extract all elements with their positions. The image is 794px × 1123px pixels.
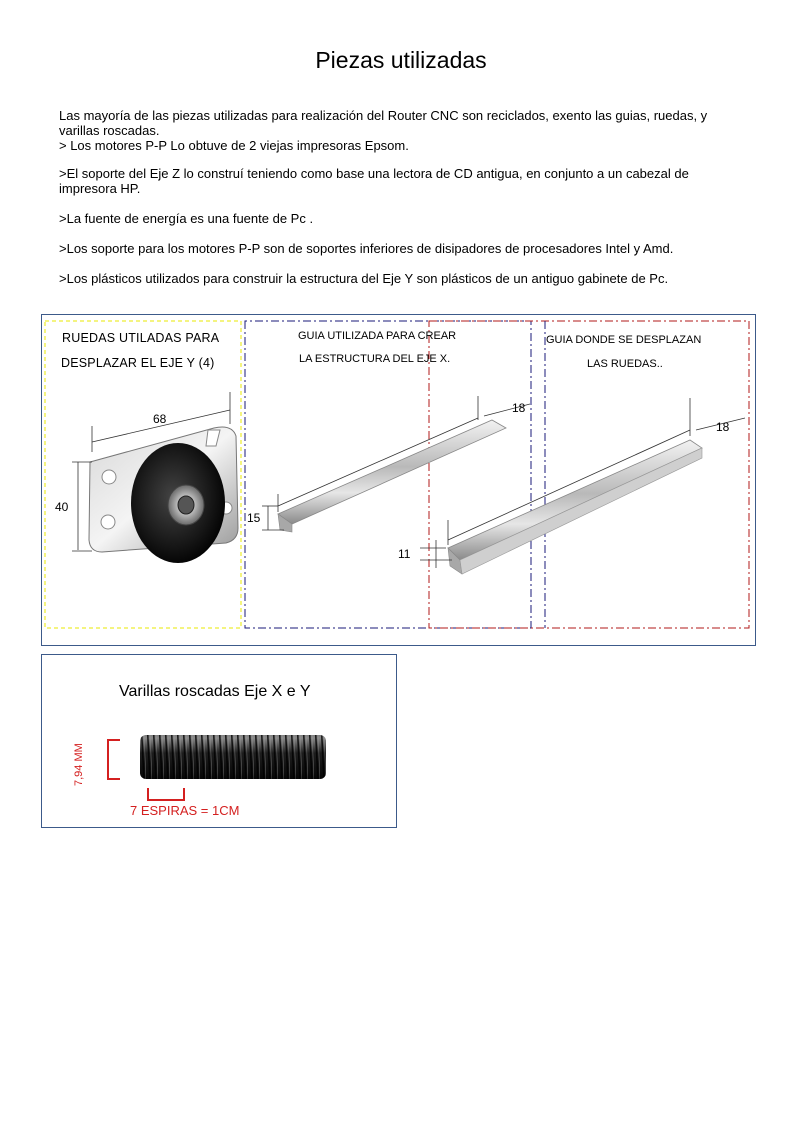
- intro-text: Las mayoría de las piezas utilizadas para realización del Router CNC son reciclados, exento las guias, ruedas, y varillas roscadas.: [59, 108, 708, 138]
- threaded-rods-title: Varillas roscadas Eje X e Y: [119, 683, 311, 700]
- wheel-height-dimension: 40: [55, 500, 69, 514]
- paragraph-power-supply: >La fuente de energía es una fuente de Pc .: [59, 211, 314, 226]
- paragraph-z-axis: >El soporte del Eje Z lo construí teniendo como base una lectora de CD antigua, en conjunto a un cabezal de impresora HP.: [59, 166, 689, 196]
- guide-wheels-label-line1: GUIA DONDE SE DESPLAZAN: [546, 334, 702, 346]
- wheels-label-line2: DESPLAZAR EL EJE Y (4): [61, 356, 215, 370]
- guide-x-label-line1: GUIA UTILIZADA PARA CREAR: [298, 330, 457, 342]
- guide-x-label-line2: LA ESTRUCTURA DEL EJE X.: [299, 353, 451, 365]
- guide-wheels-height-dimension: 11: [398, 547, 411, 561]
- guide-x-height-dimension: 15: [247, 511, 261, 525]
- guide-x-width-dimension: 18: [512, 401, 526, 415]
- guide-wheels-width-dimension: 18: [716, 420, 730, 434]
- rod-pitch-label: 7 ESPIRAS = 1CM: [130, 803, 240, 818]
- page-title: Piezas utilizadas: [315, 47, 487, 73]
- paragraph-motor-mounts: >Los soporte para los motores P-P son de soportes inferiores de disipadores de procesadores Intel y Amd.: [59, 241, 674, 256]
- guide-wheels-label-line2: LAS RUEDAS..: [587, 358, 663, 370]
- rod-diameter-label: 7,94 MM: [73, 743, 85, 786]
- wheels-label-line1: RUEDAS UTILADAS PARA: [62, 331, 220, 345]
- paragraph-plastics: >Los plásticos utilizados para construir la estructura del Eje Y son plásticos de un antiguo gabinete de Pc.: [59, 271, 669, 286]
- motors-text: > Los motores P-P Lo obtuve de 2 viejas impresoras Epsom.: [59, 138, 409, 153]
- threaded-rod-image: [140, 735, 326, 779]
- wheel-width-dimension: 68: [153, 412, 167, 426]
